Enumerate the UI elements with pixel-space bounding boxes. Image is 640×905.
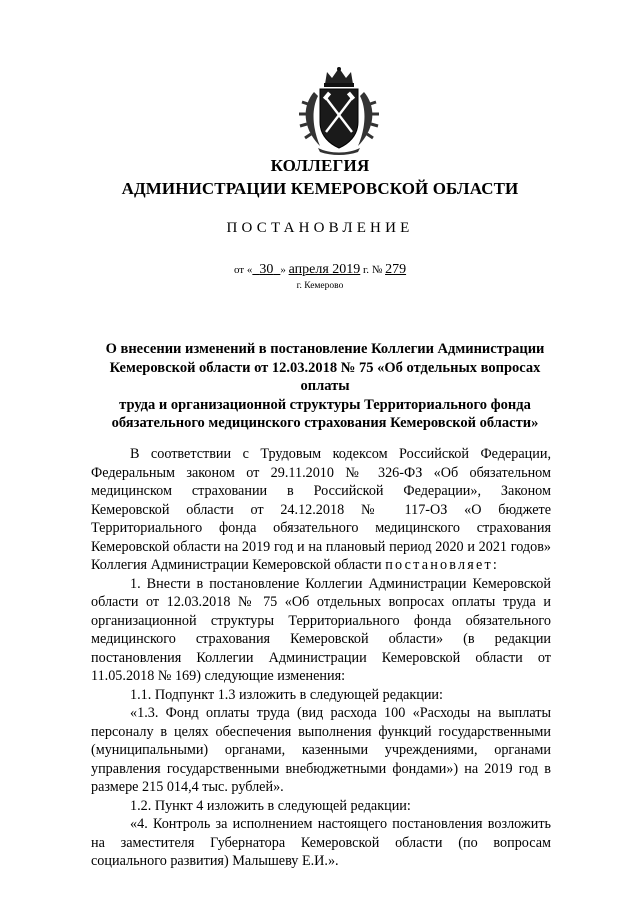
- document-body: [91, 445, 551, 871]
- title-line: Кемеровской области от 12.03.2018 № 75 «Об отдельных вопросах оплаты: [109, 359, 541, 394]
- org-name-line1: КОЛЛЕГИЯ: [270, 156, 370, 175]
- date-prefix: от «: [233, 264, 253, 276]
- date-year-suffix: г.: [363, 264, 370, 276]
- body-paragraph-1-2: 1.2. Пункт 4 изложить в следующей редакции:: [130, 797, 411, 814]
- org-name-line2: АДМИНИСТРАЦИИ КЕМЕРОВСКОЙ ОБЛАСТИ: [121, 179, 519, 198]
- date-day: 30: [259, 262, 274, 277]
- body-paragraph-4-text: «4. Контроль за исполнением настоящего постановления возложить на заместителя Губернатора Кемеровской области (по вопросам социального развития) Малышеву Е.И.».: [91, 816, 551, 869]
- document-number: 279: [385, 262, 407, 277]
- title-line: труда и организационной структуры Территориального фонда: [119, 396, 531, 413]
- document-dateline: [0, 262, 640, 278]
- kemerovo-coat-of-arms-icon: [296, 66, 382, 156]
- document-title: [95, 340, 555, 433]
- date-day-close: »: [280, 264, 286, 276]
- document-type: ПОСТАНОВЛЕНИЕ: [226, 220, 414, 236]
- body-paragraph-1-3-text: «1.3. Фонд оплаты труда (вид расхода 100 «Расходы на выплаты персоналу в целях обеспечения выполнения функций государственными (муниципальными) органами, казенными учреждениями, органами управления государственными внебюджетными фондами») на 2019 год в размере 215 014,4 тыс. рублей».: [91, 705, 551, 795]
- resolves-word: постановляет: [385, 557, 493, 573]
- body-paragraph-preamble: В соответствии с Трудовым кодексом Российской Федерации, Федеральным законом от 29.11.2010 № 326-ФЗ «Об обязательном медицинском страховании в Российской Федерации», Законом Кемеровской области от 24.12.2018 № 117-ОЗ «О бюджете Территориального фонда обязательного медицинского страхования Кемеровской области на 2019 год и на плановый период 2020 и 2021 годов» Коллегия Администрации Кемеровской области постановляет:: [91, 446, 551, 573]
- number-label: №: [371, 264, 383, 276]
- body-paragraph-1-1: 1.1. Подпункт 1.3 изложить в следующей редакции:: [130, 686, 443, 703]
- title-line: обязательного медицинского страхования Кемеровской области»: [111, 415, 539, 431]
- date-month-year: апреля 2019: [288, 262, 361, 277]
- body-paragraph-1: 1. Внести в постановление Коллегии Администрации Кемеровской области от 12.03.2018 № 75 «Об отдельных вопросах оплаты труда и организационной структуры Территориального фонда обязательного медицинского страхования Кемеровской области» (в редакции постановления Коллегии Администрации Кемеровской области от 11.05.2018 № 169) следующие изменения:: [91, 575, 551, 684]
- title-line: О внесении изменений в постановление Коллегии Администрации: [105, 341, 545, 357]
- city-name: г. Кемерово: [296, 281, 344, 291]
